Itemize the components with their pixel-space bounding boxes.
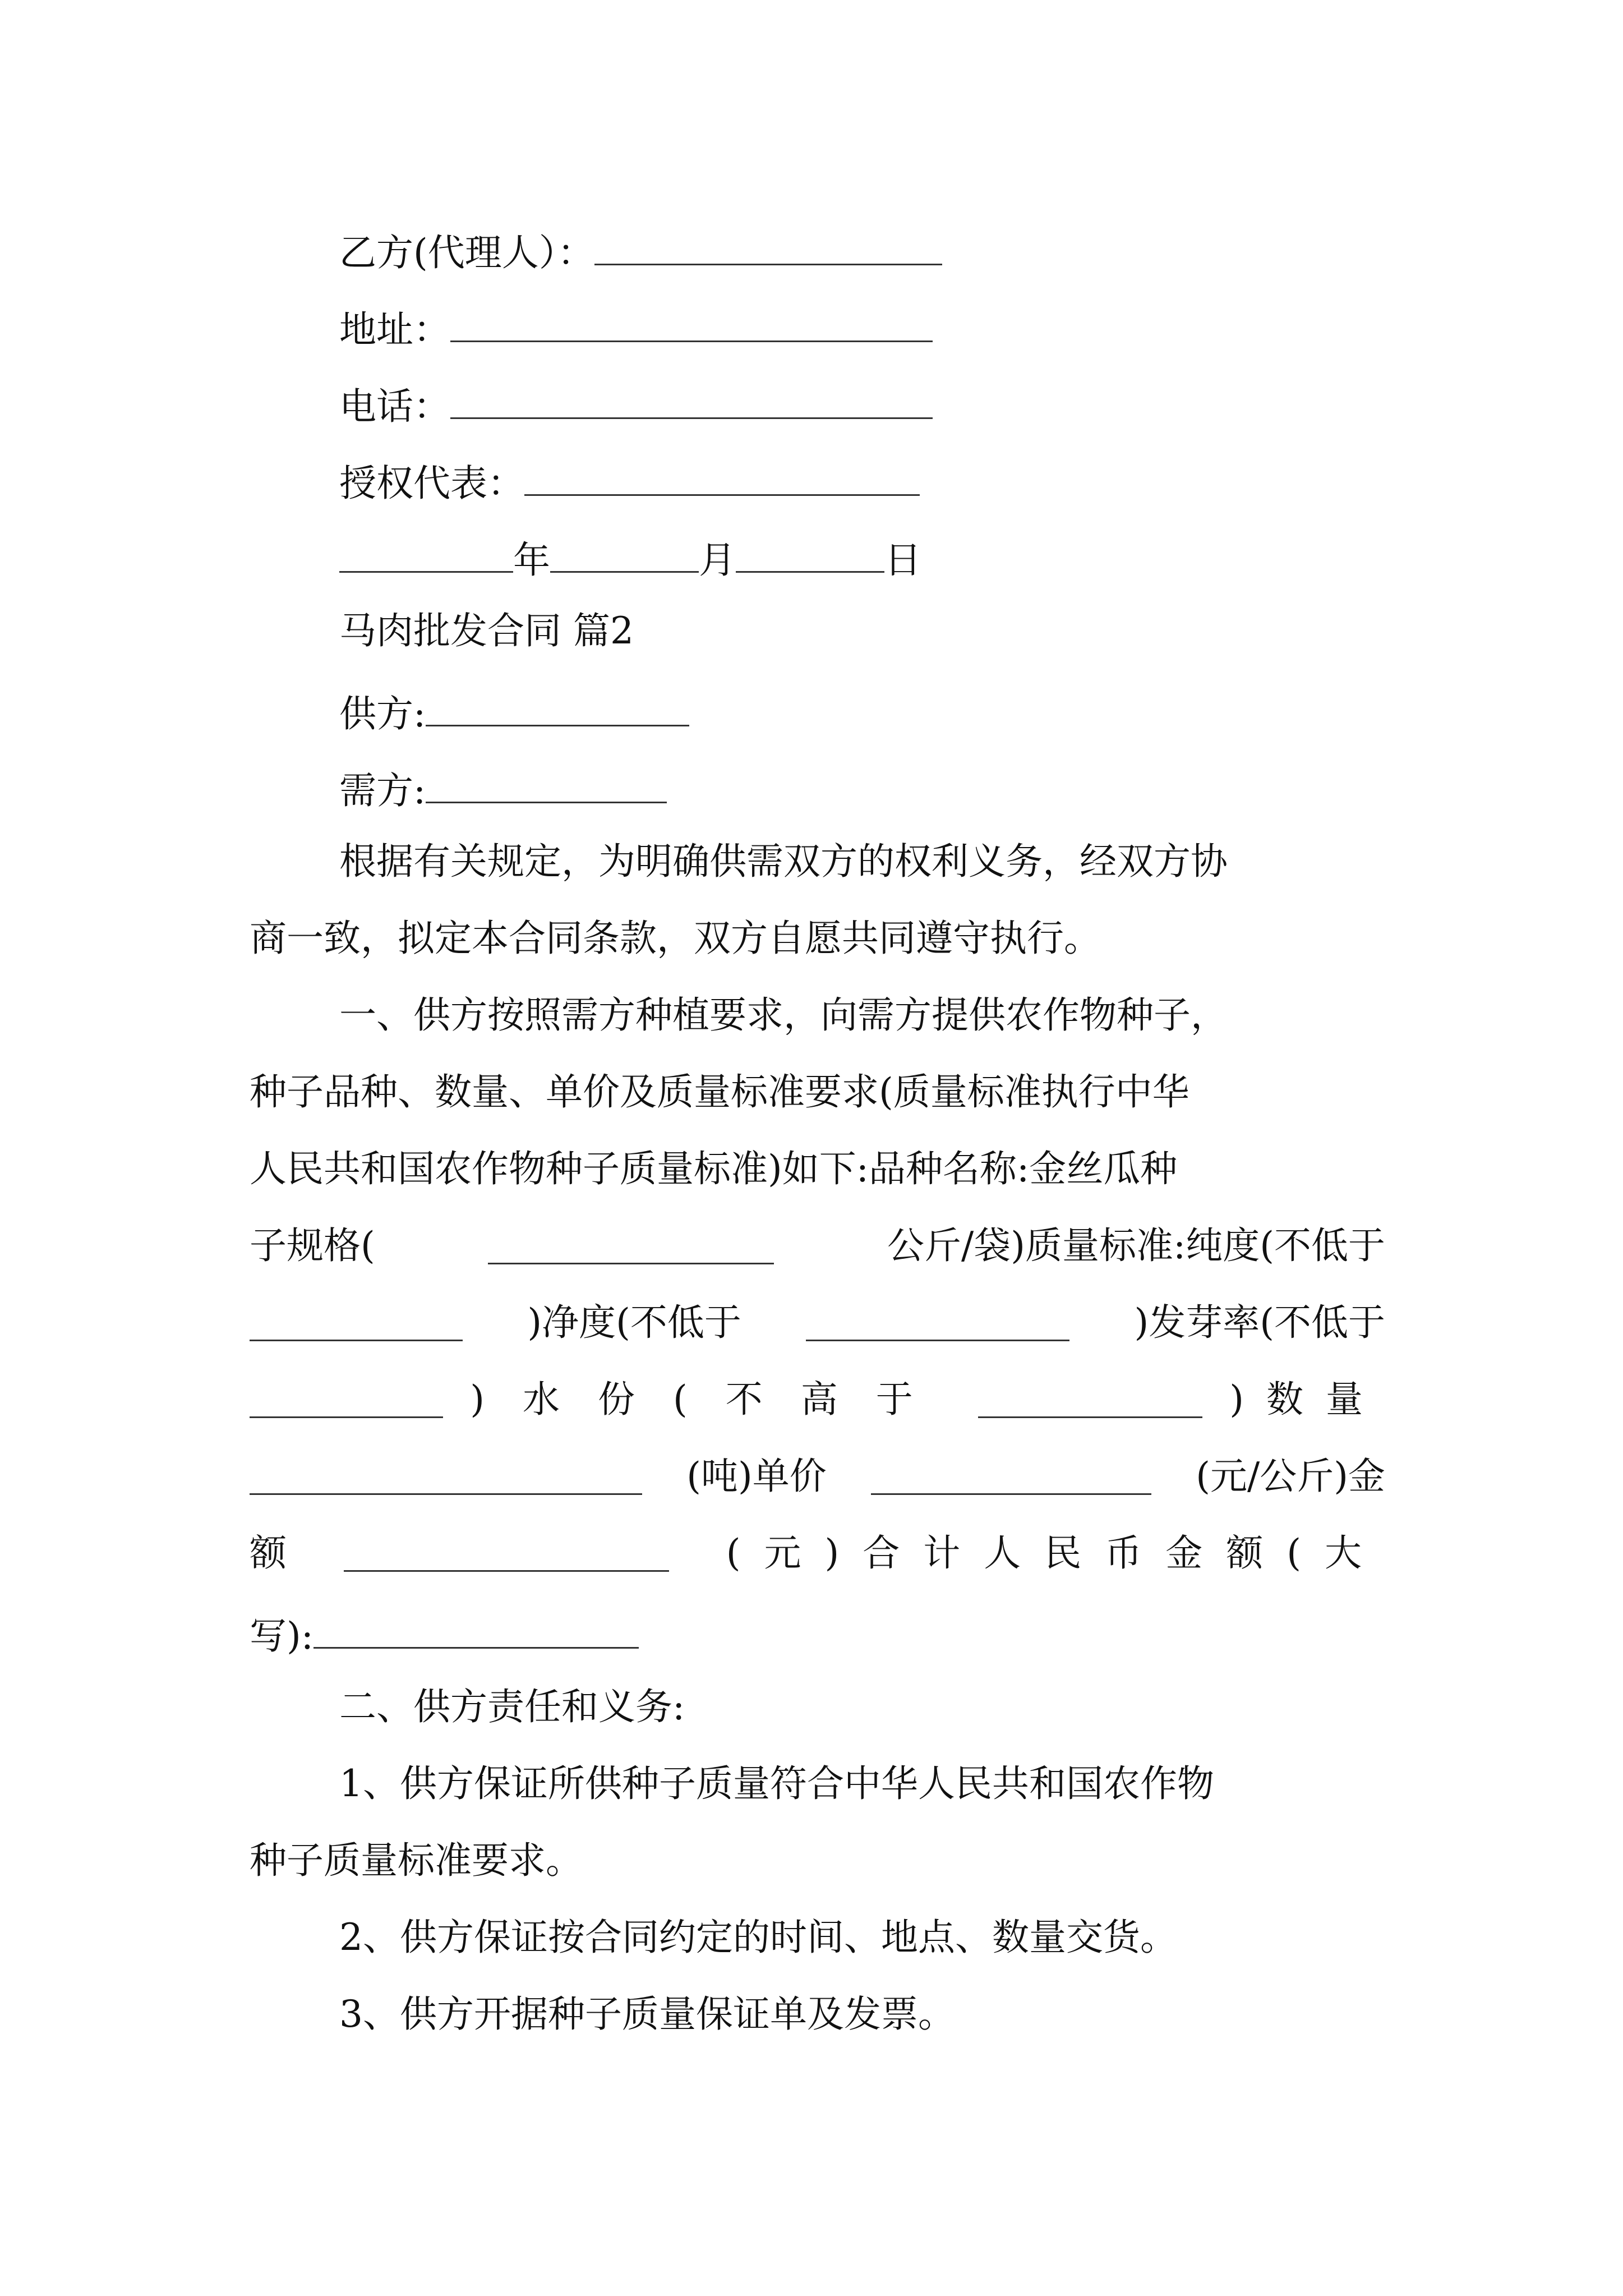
clause1-line-6 bbox=[250, 1372, 1385, 1428]
agent-label: 乙方(代理人）： bbox=[339, 231, 594, 274]
day-label: 日 bbox=[884, 539, 921, 582]
uppercase-blank[interactable] bbox=[313, 1602, 639, 1649]
clause2-item3: 3、供方开据种子质量保证单及发票。 bbox=[339, 1993, 955, 2036]
section-title: 马肉批发合同 篇2 bbox=[339, 609, 634, 652]
buyer-line bbox=[339, 757, 667, 813]
unit-price-label: (吨)单价 bbox=[686, 1455, 827, 1498]
address-line bbox=[339, 296, 933, 352]
moisture-blank[interactable] bbox=[978, 1372, 1202, 1418]
supplier-blank[interactable] bbox=[426, 680, 689, 726]
buyer-label: 需方: bbox=[339, 769, 426, 812]
supplier-label: 供方: bbox=[339, 692, 426, 735]
moisture-label: )水份(不高于 bbox=[470, 1378, 951, 1421]
quantity-label: )数量 bbox=[1229, 1378, 1385, 1421]
phone-line bbox=[339, 372, 933, 429]
address-blank[interactable] bbox=[450, 296, 933, 342]
address-label: 地址： bbox=[339, 308, 450, 351]
agent-blank[interactable] bbox=[594, 219, 942, 265]
intro-line-2: 商一致，拟定本合同条款，双方自愿共同遵守执行。 bbox=[250, 917, 1101, 960]
amount-label: (元/公斤)金 bbox=[1196, 1455, 1385, 1498]
rep-label: 授权代表： bbox=[339, 462, 524, 505]
purity-label: 公斤/袋)质量标准:纯度(不低于 bbox=[887, 1224, 1385, 1267]
clause1-line-7 bbox=[250, 1448, 1385, 1504]
clause1-line-1: 一、供方按照需方种植要求，向需方提供农作物种子， bbox=[339, 993, 1228, 1037]
date-line bbox=[339, 526, 921, 582]
unit-price-blank[interactable] bbox=[871, 1448, 1151, 1495]
supplier-line bbox=[339, 680, 689, 736]
quantity-blank[interactable] bbox=[250, 1448, 642, 1495]
year-blank[interactable] bbox=[339, 526, 513, 573]
rep-blank[interactable] bbox=[524, 449, 920, 496]
amount-label-2: 额 bbox=[250, 1531, 287, 1575]
cleanness-label: )净度(不低于 bbox=[527, 1301, 741, 1344]
clause1-line-9 bbox=[250, 1602, 639, 1658]
year-label: 年 bbox=[513, 539, 550, 582]
month-blank[interactable] bbox=[550, 526, 699, 573]
germination-label: )发芽率(不低于 bbox=[1134, 1301, 1385, 1344]
clause2-title: 二、供方责任和义务: bbox=[339, 1685, 685, 1728]
phone-blank[interactable] bbox=[450, 372, 933, 419]
spec-label: 子规格( bbox=[250, 1224, 375, 1267]
clause1-line-8 bbox=[250, 1525, 1385, 1581]
cleanness-blank[interactable] bbox=[806, 1295, 1069, 1341]
clause2-item2: 2、供方保证按合同约定的时间、地点、数量交货。 bbox=[339, 1916, 1177, 1959]
agent-line bbox=[339, 219, 942, 275]
clause1-line-3: 人民共和国农作物种子质量标准)如下:品种名称:金丝瓜种 bbox=[250, 1147, 1178, 1190]
day-blank[interactable] bbox=[736, 526, 884, 573]
amount-blank[interactable] bbox=[344, 1525, 669, 1572]
clause2-item1-line2: 种子质量标准要求。 bbox=[250, 1839, 583, 1882]
buyer-blank[interactable] bbox=[426, 757, 667, 803]
rep-line bbox=[339, 449, 920, 505]
intro-line-1: 根据有关规定，为明确供需双方的权利义务，经双方协 bbox=[339, 840, 1228, 883]
clause1-line-2: 种子品种、数量、单价及质量标准要求(质量标准执行中华 bbox=[250, 1070, 1189, 1114]
phone-label: 电话： bbox=[339, 385, 450, 428]
spec-blank[interactable] bbox=[488, 1218, 774, 1264]
month-label: 月 bbox=[699, 539, 736, 582]
uppercase-label: 写): bbox=[250, 1614, 313, 1658]
clause1-line-5 bbox=[250, 1295, 1385, 1351]
total-label: (元)合计人民币金额(大 bbox=[726, 1531, 1385, 1575]
germination-blank[interactable] bbox=[250, 1372, 443, 1418]
clause1-line-4 bbox=[250, 1218, 1385, 1274]
clause2-item1-line1: 1、供方保证所供种子质量符合中华人民共和国农作物 bbox=[339, 1762, 1214, 1805]
purity-blank[interactable] bbox=[250, 1295, 463, 1341]
